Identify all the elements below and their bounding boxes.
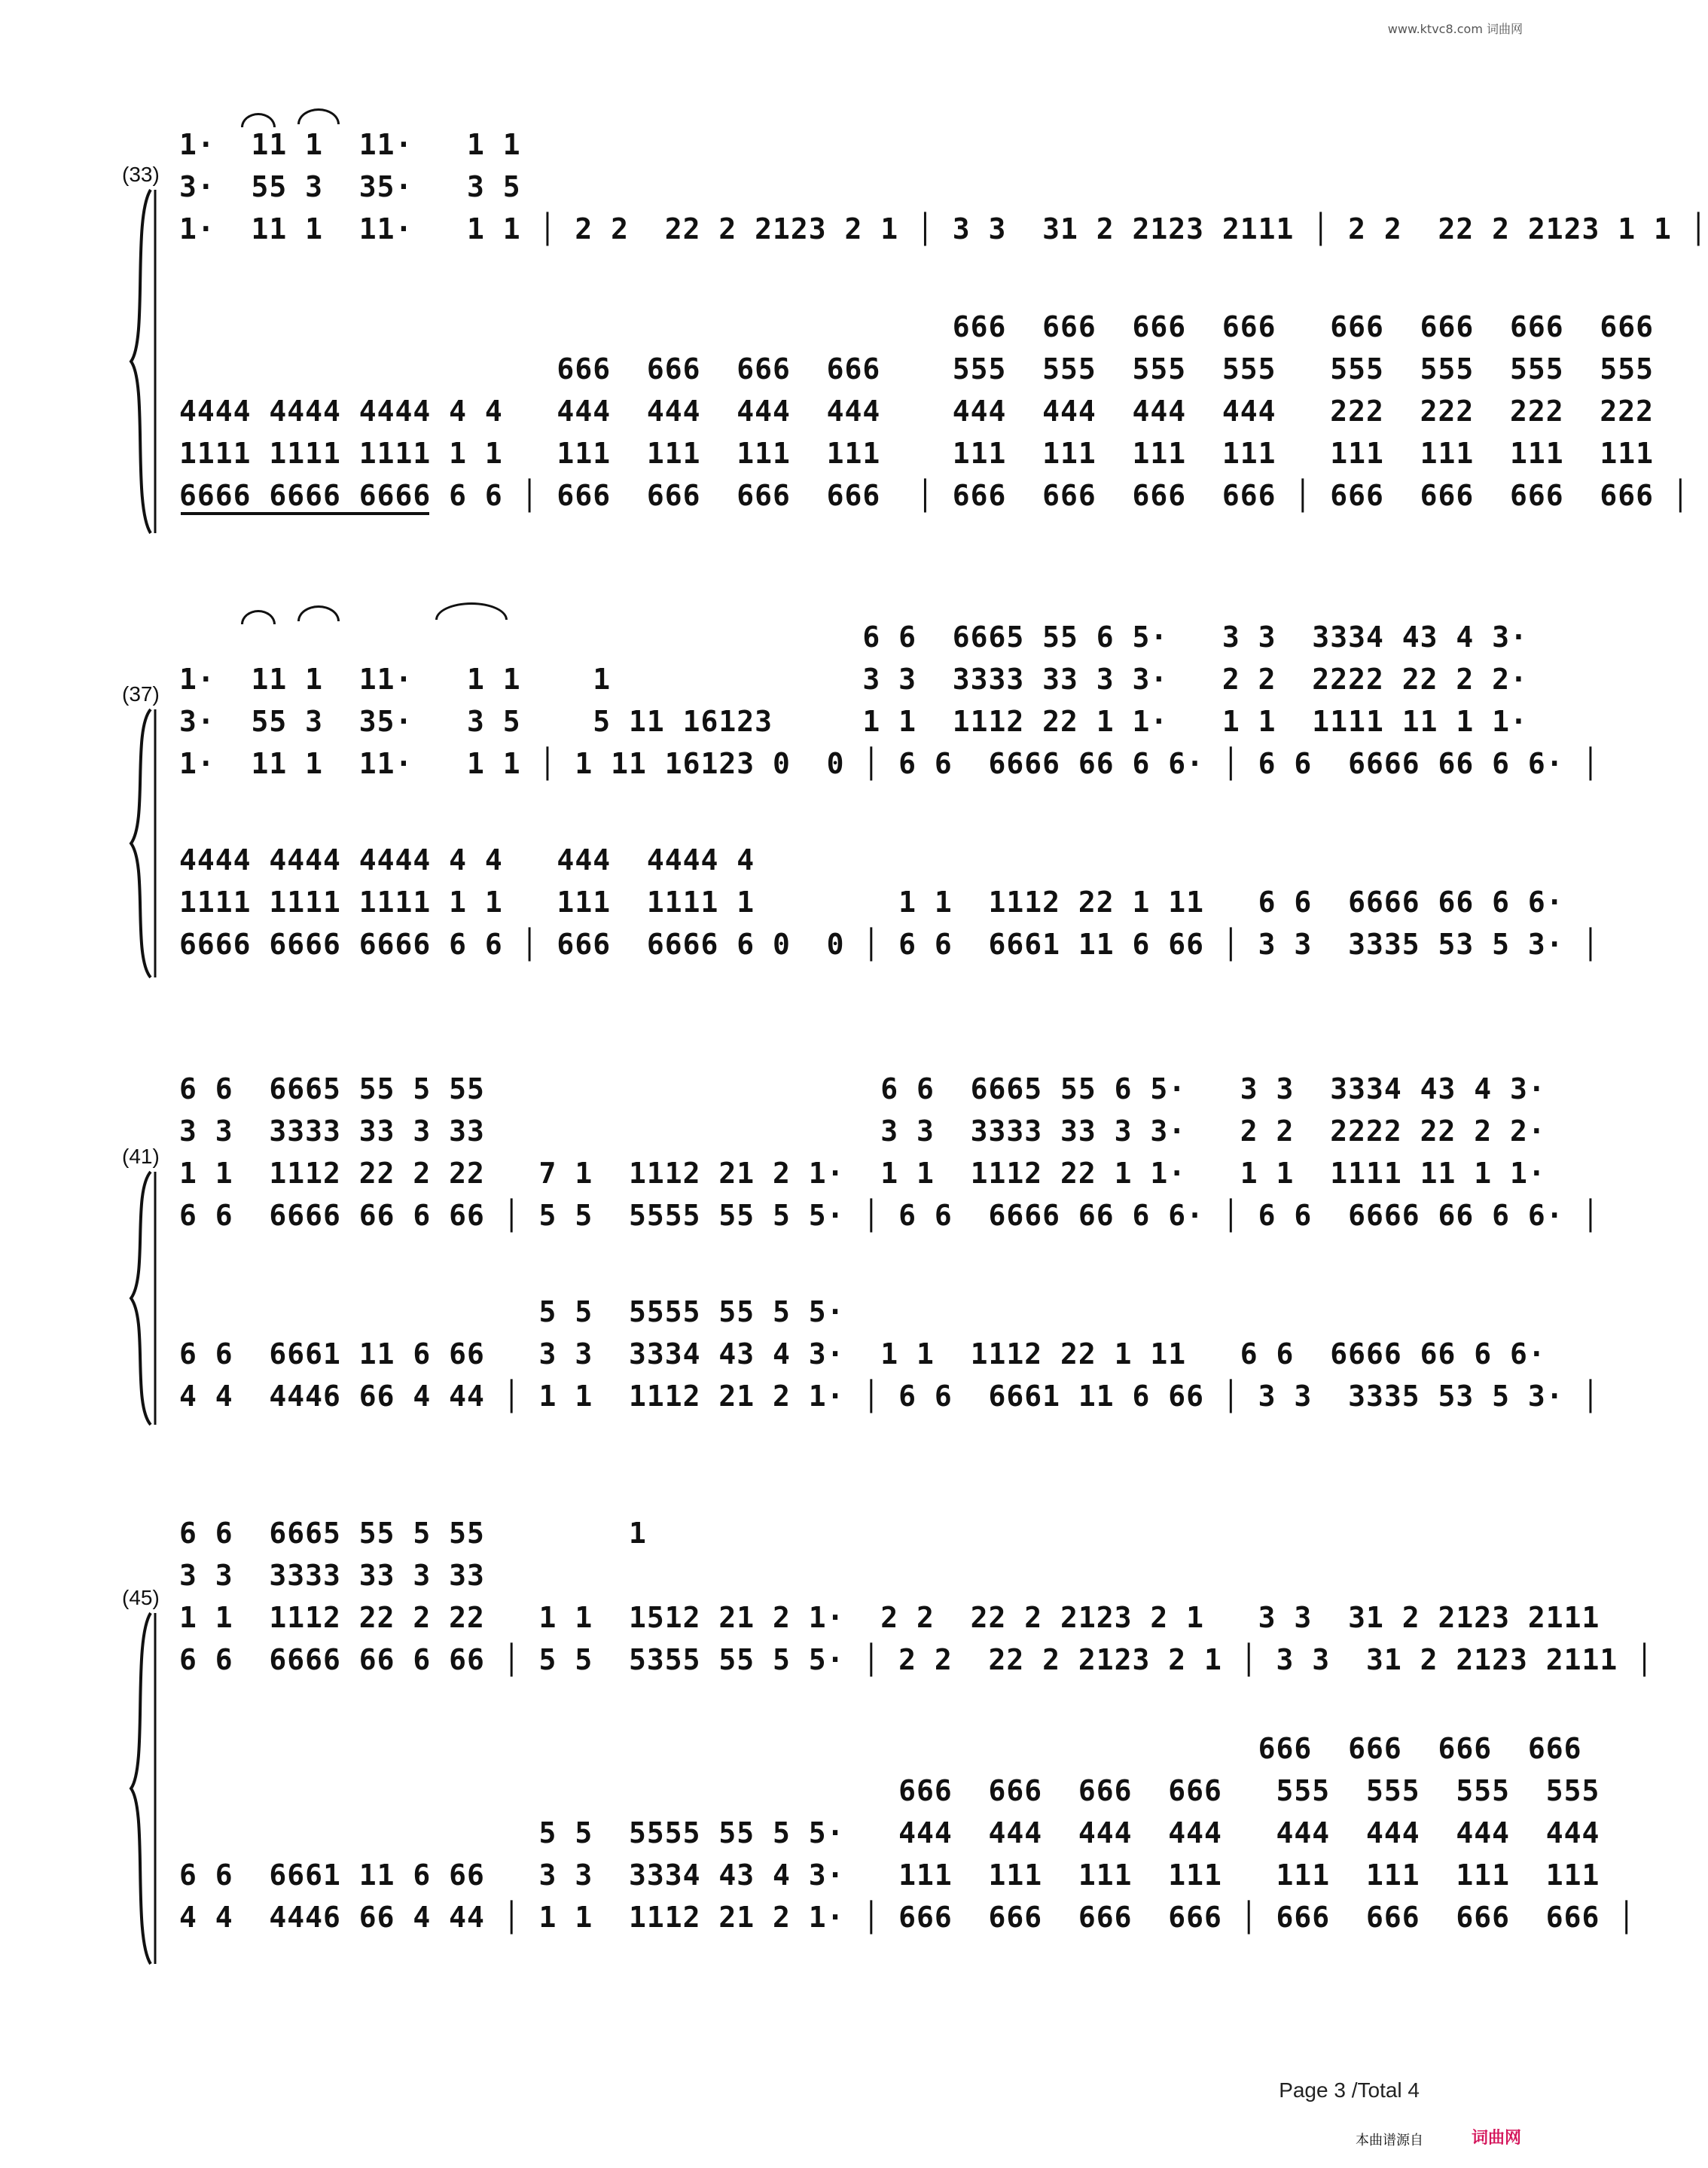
right-hand-row: 3· 55 3 35· 3 5 5 11 16123 1 1 1112 22 1 1· 1 1 1111 11 1 1· [179, 705, 1528, 738]
page-indicator: Page 3 /Total 4 [1279, 2078, 1420, 2102]
system-45 [120, 1514, 1654, 1980]
right-hand-row: 1· 11 1 11· 1 1 │ 1 11 16123 0 0 │ 6 6 6666 66 6 6· │ 6 6 6666 66 6 6· │ [179, 747, 1600, 780]
beam-line [181, 512, 429, 515]
right-hand-row: 1· 11 1 11· 1 1 1 3 3 3333 33 3 3· 2 2 2222 22 2 2· [179, 663, 1528, 696]
right-hand-row: 3 3 3333 33 3 33 3 3 3333 33 3 3· 2 2 2222 22 2 2· [179, 1114, 1546, 1148]
right-hand-row: 1 1 1112 22 2 22 1 1 1512 21 2 1· 2 2 22 2 2123 2 1 3 3 31 2 2123 2111 [179, 1601, 1600, 1634]
left-hand-row: 666 666 666 666 555 555 555 555 [179, 1774, 1600, 1807]
left-hand-row: 5 5 5555 55 5 5· [179, 1295, 845, 1328]
left-hand-row: 4 4 4446 66 4 44 │ 1 1 1112 21 2 1· │ 6 6 6661 11 6 66 │ 3 3 3335 53 5 3· │ [179, 1380, 1600, 1413]
left-hand-row: 6666 6666 6666 6 6 │ 666 666 666 666 │ 666 666 666 666 │ 666 666 666 666 │ [179, 479, 1690, 512]
right-hand-row: 6 6 6666 66 6 66 │ 5 5 5555 55 5 5· │ 6 6 6666 66 6 6· │ 6 6 6666 66 6 6· │ [179, 1199, 1600, 1232]
left-hand-row: 666 666 666 666 [179, 1732, 1582, 1765]
right-hand-row: 1 1 1112 22 2 22 7 1 1112 21 2 1· 1 1 1112 22 1 1· 1 1 1111 11 1 1· [179, 1157, 1546, 1190]
system-41 [120, 1069, 1600, 1446]
left-hand-row: 666 666 666 666 666 666 666 666 [179, 310, 1654, 343]
left-hand-row: 4 4 4446 66 4 44 │ 1 1 1112 21 2 1· │ 666 666 666 666 │ 666 666 666 666 │ [179, 1901, 1636, 1934]
site-mark: www.ktvc8.com 词曲网 [1387, 22, 1523, 36]
right-hand-row: 1· 11 1 11· 1 1 [179, 128, 521, 161]
staff-brace [127, 188, 157, 535]
left-hand-row: 6 6 6661 11 6 66 3 3 3334 43 4 3· 111 111 111 111 111 111 111 111 [179, 1859, 1600, 1892]
right-hand-row: 6 6 6666 66 6 66 │ 5 5 5355 55 5 5· │ 2 2 22 2 2123 2 1 │ 3 3 31 2 2123 2111 │ [179, 1643, 1654, 1676]
right-hand-row: 6 6 6665 55 5 55 1 [179, 1517, 647, 1550]
left-hand-row: 4444 4444 4444 4 4 444 4444 4 [179, 843, 755, 877]
left-hand-row: 1111 1111 1111 1 1 111 1111 1 1 1 1112 22 1 11 6 6 6666 66 6 6· [179, 886, 1564, 919]
tie-slur [241, 610, 276, 624]
measure-number: (37) [122, 682, 160, 706]
site-logo: 词曲网 [1471, 2129, 1521, 2148]
tie-slur [435, 602, 508, 620]
left-hand-row: 1111 1111 1111 1 1 111 111 111 111 111 111 111 111 111 111 111 111 [179, 437, 1654, 470]
left-hand-row: 6 6 6661 11 6 66 3 3 3334 43 4 3· 1 1 1112 22 1 11 6 6 6666 66 6 6· [179, 1337, 1546, 1371]
measure-number: (33) [122, 163, 160, 186]
measure-number: (41) [122, 1145, 160, 1168]
tie-slur [297, 605, 340, 621]
right-hand-row: 1· 11 1 11· 1 1 │ 2 2 22 2 2123 2 1 │ 3 3 31 2 2123 2111 │ 2 2 22 2 2123 1 1 │ [179, 212, 1708, 245]
staff-brace [127, 1170, 157, 1426]
staff-brace [127, 1612, 157, 1965]
right-hand-row: 6 6 6665 55 6 5· 3 3 3334 43 4 3· [179, 621, 1528, 654]
measure-number: (45) [122, 1586, 160, 1609]
tie-slur [297, 108, 340, 124]
system-33 [120, 113, 1708, 535]
tie-slur [241, 113, 276, 127]
right-hand-row: 3· 55 3 35· 3 5 [179, 170, 521, 203]
right-hand-row: 3 3 3333 33 3 33 [179, 1559, 485, 1592]
left-hand-row: 4444 4444 4444 4 4 444 444 444 444 444 444 444 444 222 222 222 222 [179, 395, 1654, 428]
left-hand-row: 666 666 666 666 555 555 555 555 555 555 555 555 [179, 352, 1654, 386]
right-hand-row: 6 6 6665 55 5 55 6 6 6665 55 6 5· 3 3 3334 43 4 3· [179, 1072, 1546, 1105]
left-hand-row: 6666 6666 6666 6 6 │ 666 6666 6 0 0 │ 6 6 6661 11 6 66 │ 3 3 3335 53 5 3· │ [179, 928, 1600, 961]
system-37 [120, 617, 1600, 994]
staff-brace [127, 708, 157, 979]
source-credit: 本曲谱源自 [1356, 2133, 1423, 2148]
left-hand-row: 5 5 5555 55 5 5· 444 444 444 444 444 444 444 444 [179, 1816, 1600, 1849]
